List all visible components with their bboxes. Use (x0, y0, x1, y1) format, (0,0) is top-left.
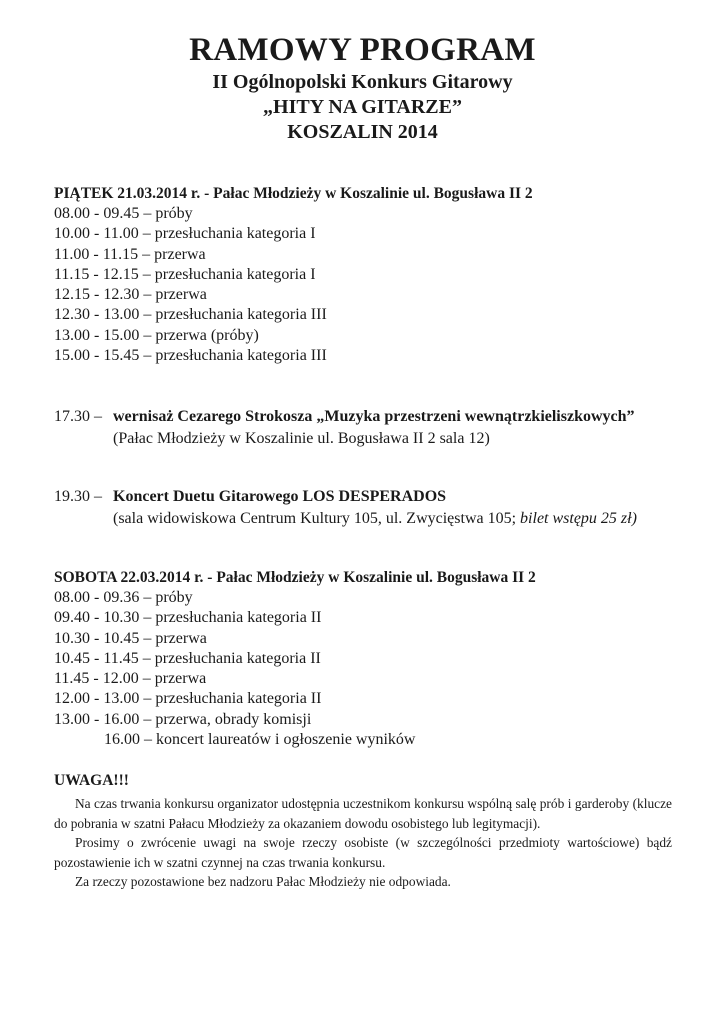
friday-schedule (54, 184, 694, 366)
schedule-row: 15.00 - 15.45 – przesłuchania kategoria III (54, 347, 327, 365)
notice-paragraph: Prosimy o zwrócenie uwagi na swoje rzeczy osobiste (w szczególności przedmioty wartościowe) bądź pozostawienie ich w szatni czynnej na czas trwania konkursu. (54, 835, 672, 870)
event-venue: (sala widowiskowa Centrum Kultury 105, ul. Zwycięstwa 105; (113, 510, 517, 527)
event-title: Koncert Duetu Gitarowego LOS DESPERADOS (113, 488, 447, 505)
schedule-row: 09.40 - 10.30 – przesłuchania kategoria II (54, 609, 322, 627)
competition-motto: „HITY NA GITARZE” (263, 96, 462, 118)
page-title: RAMOWY PROGRAM (189, 32, 536, 68)
concert-event (54, 486, 694, 530)
competition-name: II Ogólnopolski Konkurs Gitarowy (212, 71, 513, 93)
event-detail: (Pałac Młodzieży w Koszalinie ul. Bogusława II 2 sala 12) (113, 430, 490, 447)
schedule-row: 08.00 - 09.45 – próby (54, 205, 193, 222)
schedule-row: 10.30 - 10.45 – przerwa (54, 629, 207, 647)
schedule-row: 10.00 - 11.00 – przesłuchania kategoria I (54, 225, 316, 243)
notice-section (54, 770, 672, 892)
event-time: 17.30 – (54, 408, 102, 425)
friday-title: PIĄTEK 21.03.2014 r. - Pałac Młodzieży w Koszalinie ul. Bogusława II 2 (54, 185, 533, 202)
notice-title: UWAGA!!! (54, 772, 129, 789)
event-detail (54, 508, 694, 530)
schedule-row: 16.00 – koncert laureatów i ogłoszenie wyników (104, 731, 416, 749)
event-title: wernisaż Cezarego Strokosza „Muzyka przestrzeni wewnątrzkieliszkowych” (113, 408, 635, 425)
schedule-row: 11.45 - 12.00 – przerwa (54, 670, 207, 688)
exhibition-event (54, 406, 694, 450)
notice-paragraph: Na czas trwania konkursu organizator udostępnia uczestnikom konkursu wspólną salę prób i garderoby (klucze do pobrania w szatni Pałacu Młodzieży za okazaniem dowodu osobistego lub legitymacji). (54, 796, 672, 831)
schedule-row: 13.00 - 15.00 – przerwa (próby) (54, 326, 259, 344)
schedule-row: 10.45 - 11.45 – przesłuchania kategoria II (54, 649, 321, 667)
ticket-price: bilet wstępu 25 zł) (520, 510, 637, 527)
saturday-schedule (54, 568, 694, 750)
schedule-row: 12.00 - 13.00 – przesłuchania kategoria II (54, 690, 322, 708)
notice-paragraph: Za rzeczy pozostawione bez nadzoru Pałac Młodzieży nie odpowiada. (75, 874, 451, 889)
schedule-row: 13.00 - 16.00 – przerwa, obrady komisji (54, 710, 312, 728)
schedule-row: 08.00 - 09.36 – próby (54, 589, 193, 606)
schedule-row: 11.00 - 11.15 – przerwa (54, 245, 206, 263)
saturday-title: SOBOTA 22.03.2014 r. - Pałac Młodzieży w Koszalinie ul. Bogusława II 2 (54, 569, 536, 586)
schedule-row: 11.15 - 12.15 – przesłuchania kategoria I (54, 265, 316, 283)
schedule-row: 12.30 - 13.00 – przesłuchania kategoria III (54, 306, 327, 324)
competition-place-year: KOSZALIN 2014 (287, 121, 438, 143)
document-header (0, 30, 725, 145)
event-time: 19.30 – (54, 488, 102, 505)
schedule-row: 12.15 - 12.30 – przerwa (54, 286, 207, 304)
